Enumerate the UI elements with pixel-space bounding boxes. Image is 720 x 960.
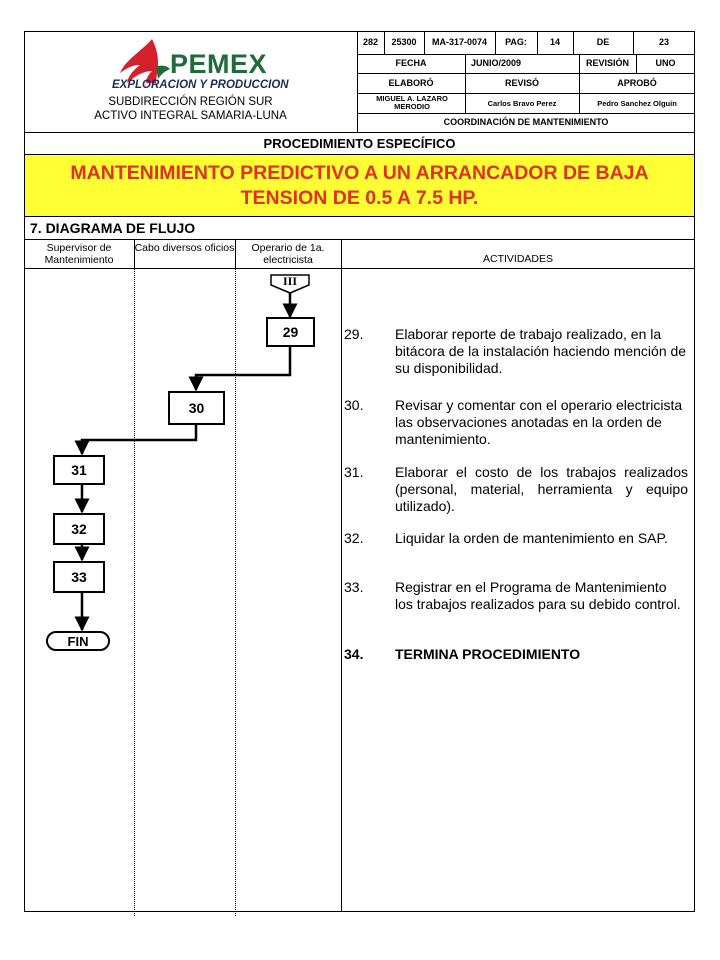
activity-text: Revisar y comentar con el operario electricista las observaciones anotadas en la orden de mantenimiento. — [395, 397, 683, 447]
activity-31 — [344, 464, 688, 515]
brand-subtitle: EXPLORACION Y PRODUCCION — [112, 79, 289, 91]
reviso-name: Carlos Bravo Perez — [487, 98, 557, 108]
activity-text: Elaborar reporte de trabajo realizado, en la bitácora de la instalación haciendo mención de su disponibilidad. — [395, 326, 687, 376]
flow-step-32: 32 — [53, 513, 105, 545]
section-title: 7. DIAGRAMA DE FLUJO — [30, 220, 196, 236]
flow-step-31: 31 — [53, 455, 105, 485]
fecha-label: FECHA — [395, 58, 427, 68]
code-1: 282 — [362, 37, 379, 47]
activity-number: 33. — [344, 579, 364, 595]
pag-label: PAG: — [505, 37, 527, 47]
activity-number: 31. — [344, 464, 364, 480]
connector-label: III — [282, 274, 297, 288]
pag-value: 14 — [549, 37, 560, 47]
de-value: 23 — [658, 37, 669, 47]
document-title: MANTENIMIENTO PREDICTIVO A UN ARRANCADOR DE BAJA TENSION DE 0.5 A 7.5 HP. — [70, 161, 649, 209]
activity-32 — [344, 530, 688, 547]
activity-text: TERMINA PROCEDIMIENTO — [395, 646, 581, 662]
reviso-label: REVISÓ — [504, 77, 539, 88]
elaboro-label: ELABORÓ — [388, 77, 434, 88]
coordinacion: COORDINACIÓN DE MANTENIMIENTO — [443, 117, 609, 127]
activity-34 — [344, 646, 688, 663]
revision-value: UNO — [655, 58, 676, 68]
activity-29 — [344, 326, 688, 377]
de-label: DE — [596, 37, 610, 47]
activity-number: 34. — [344, 646, 364, 662]
activo-integral: ACTIVO INTEGRAL SAMARIA-LUNA — [94, 110, 287, 122]
code-2: 25300 — [391, 37, 417, 47]
brand-name: PEMEX — [170, 49, 268, 79]
flow-end-terminator: FIN — [46, 631, 110, 651]
activity-30 — [344, 397, 688, 448]
fecha-value: JUNIO/2009 — [471, 58, 522, 68]
activity-number: 30. — [344, 397, 364, 413]
column-cabo: Cabo diversos oficios — [134, 242, 235, 254]
activity-number: 32. — [344, 530, 364, 546]
code-3: MA-317-0074 — [431, 37, 488, 47]
column-supervisor: Supervisor de Mantenimiento — [44, 242, 114, 266]
column-operario: Operario de 1a. electricista — [251, 242, 325, 266]
flow-step-29: 29 — [266, 317, 315, 347]
activity-text: Elaborar el costo de los trabajos realizados (personal, material, herramienta y equipo utilizado). — [395, 464, 688, 514]
aprobo-name: Pedro Sanchez Olguin — [597, 98, 677, 108]
activity-text: Registrar en el Programa de Mantenimiento los trabajos realizados para su debido control. — [395, 579, 681, 612]
activity-text: Liquidar la orden de mantenimiento en SAP. — [395, 530, 668, 546]
elaboro-name: MIGUEL A. LAZARO MERODIO — [376, 95, 448, 111]
column-actividades: ACTIVIDADES — [482, 253, 553, 265]
flow-step-33: 33 — [53, 561, 105, 593]
activity-33 — [344, 579, 688, 613]
aprobo-label: APROBÓ — [617, 77, 657, 88]
procedimiento-especifico: PROCEDIMIENTO ESPECÍFICO — [263, 136, 456, 151]
subdireccion: SUBDIRECCIÓN REGIÓN SUR — [108, 96, 273, 108]
activity-number: 29. — [344, 326, 364, 342]
flow-step-30: 30 — [168, 391, 225, 425]
revision-label: REVISIÓN — [585, 58, 629, 68]
offpage-connector — [270, 274, 310, 294]
